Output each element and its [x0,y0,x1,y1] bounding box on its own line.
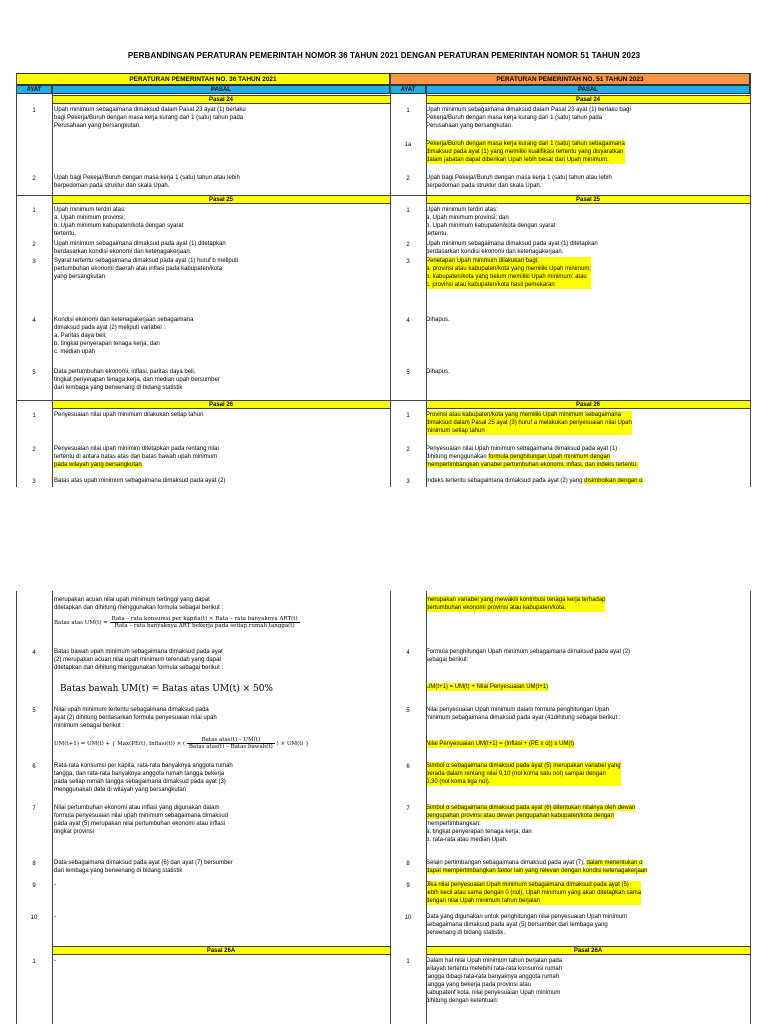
right-ayat-text-highlight: Simbol α sebagaimana dimaksud pada ayat (6) ditentukan nilainya oleh dewan pengupahan provinsi atau dewan pengupahan kabupaten/kota dengan [426,805,636,819]
right-ayat-text: Upah minimum sebagaimana dimaksud dalam Pasal 23 ayat (1) berlaku bagi Pekerja/Buruh dengan masa kerja kurang dari 1 (satu) tahun pada Perusahaan yang bersangkutan. [426,107,631,129]
left-ayat-text: - [54,914,56,920]
left-pasal-26a: Pasal 26A [52,946,390,955]
right-pasal-24: Pasal 24 [426,95,750,104]
right-ayat-number: 1 [406,413,410,419]
left-ayat-number: 1 [32,413,36,419]
right-ayat-text: Upah minimum terdiri atas: a. Upah minimum provinsi; dan b. Upah minimum kabupaten/kota dengan syarat tertentu. [426,207,556,237]
right-ayat-text [426,477,643,485]
right-ayat-number: 3 [406,479,410,485]
left-ayat-text [54,445,219,469]
left-ayat-text: Syarat tertentu sebagaimana dimaksud pada ayat (1) huruf b meliputi pertumbuhan ekonomi daerah atau inflasi pada kabupaten/kota yang bersangkutan [54,258,239,280]
left-ayat-text: Nilai upah minimum tertentu sebagaimana dimaksud pada ayat (2) dihitung berdasarkan formula penyesuaian nilai upah minimum sebagai berikut : [54,707,217,729]
right-ayat-number: 2 [406,447,410,453]
left-ayat-text: Penyesuaian nilai upah minimum dilakukan setiap tahun [54,412,204,418]
left-ayat-text: Upah minimum sebagaimana dimaksud pada ayat (1) ditetapkan berdasarkan kondisi ekonomi dan ketenagakerjaan. [54,241,226,255]
formula-denominator: Batas atas(t) – Batas bawah(t) [188,744,273,750]
right-ayat-number: 8 [406,861,410,867]
right-ayat-text [426,859,647,875]
left-header: PERATURAN PEMERINTAH NO. 36 TAHUN 2021 [16,73,390,85]
right-ayat-text-highlight: dalam menentukan α dapat mempertimbangkan faktor lain yang relevan dengan kondisi ketenagakerjaan [426,860,648,874]
left-ayat-text: Batas bawah upah minimum sebagaimana dimaksud pada ayat (2) merupakan acuan nilai upah minimum terendah yang dapat ditetapkan dan dihitung menggunakan formula sebagai berikut : [54,649,224,671]
left-ayat-number: 3 [32,259,36,265]
left-pasal-25: Pasal 25 [52,195,390,204]
left-ayat-text: Upah minimum sebagaimana dimaksud dalam Pasal 23 ayat (1) berlaku bagi Pekerja/Buruh dengan masa kerja kurang dari 1 (satu) tahun pada Perusahaan yang bersangkutan. [54,107,246,129]
left-ayat-number: 3 [32,479,36,485]
formula-numerator: Rata – rata konsumsi per kapita(t) × Rata – rata banyaknya ART(t) [111,616,298,622]
right-pasal-26: Pasal 26 [426,400,750,409]
right-ayat-number: 1 [406,108,410,114]
right-header: PERATURAN PEMERINTAH NO. 51 TAHUN 2023 [390,73,750,85]
right-ayat-text: Data yang digunakan untuk penghitungan nilai penyesuaian Upah minimum sebagaimana dimaksud pada ayat (5) bersumber dari lembaga yang berwenang di bidang statistik. [426,914,628,936]
right-ayat-number: 2 [406,176,410,182]
left-ayat-number: 1 [32,108,36,114]
left-ayat-number: 4 [32,318,36,324]
batas-bawah-formula: Batas bawah UM(t) = Batas atas UM(t) × 50% [60,684,273,694]
left-ayat-number: 4 [32,650,36,656]
formula-part-b: ) × UM(t) } [276,741,309,747]
left-ayat-text: Batas atas upah minimum sebagaimana dimaksud pada ayat (2) [54,478,226,484]
left-ayat-number: 2 [32,242,36,248]
left-ayat-number: 5 [32,708,36,714]
left-ayat-header: AYAT [16,85,52,94]
penyesuaian-formula [54,737,309,750]
right-pasal-25: Pasal 25 [426,195,750,204]
right-ayat-number: 4 [406,650,410,656]
right-ayat-text-highlight: formula penghitungan Upah minimum dengan mempertimbangkan variabel pertumbuhan ekonomi, inflasi, dan indeks tertentu. [426,454,638,468]
left-ayat-number: 2 [32,447,36,453]
right-ayat-number: 1a [404,142,412,148]
right-ayat-number: 3 [406,259,410,265]
right-ayat-number: 4 [406,318,410,324]
right-ayat-text-highlight: Jika nilai penyesuaian Upah minimum sebagaimana dimaksud pada ayat (5) lebih kecil atau sama dengan 0 (nol), Upah minimum yang akan ditetapkan sama dengan nilai Upah minimum tahun berjalan [426,882,642,904]
left-ayat-number: 1 [32,208,36,214]
formula-denominator: Rata – rata banyaknya ART bekerja pada setiap rumah tangga(t) [114,623,295,629]
left-ayat-text: Data pertumbuhan ekonomi, inflasi, paritas daya beli, tingkat penyerapan tenaga kerja, dan median upah bersumber dari lembaga yang berwenang di bidang statistik [54,369,220,391]
right-ayat-number: 9 [406,883,410,889]
right-ayat-text-highlight: Provinsi atau kabupaten/kota yang memiliki Upah minimum sebagaimana dimaksud dalam Pasal 25 ayat (3) huruf a melakukan penyesuaian nilai Upah minimum setiap tahun [426,412,632,434]
left-ayat-number: 10 [30,915,38,921]
left-ayat-number: 5 [32,370,36,376]
left-ayat-text: Nilai pertumbuhan ekonomi atau inflasi yang digunakan dalam formula penyesuaian nilai upah minimum sebagaimana dimaksud pada ayat (5) merupakan nilai pertumbuhan ekonomi atau inflasi tingkat provinsi [54,805,229,835]
left-ayat-text: - [54,882,56,888]
formula-part-a: UM(t+1) = UM(t) + { Max(PE(t), Inflasi(t)) × ( [54,741,186,747]
right-ayat-text: Dihapus. [426,369,450,375]
right-ayat-text: Dalam hal nilai Upah minimum tahun berjalan pada wilayah tertentu melebihi rata-rata konsumsi rumah tangga dibagi rata-rata banyaknya anggota rumah tangga yang bekerja pada provinsi atau kabupatenf kota, nilai penyesuaian Upah minimum dihitung dengan ketentuan: [426,958,563,1004]
right-ayat-header: AYAT [390,85,426,94]
formula-fraction [187,737,275,750]
right-ayat-text-plain: mempertimbangkan: a. tingkat penyerapan tenaga kerja; dan b. rata-rata atau median Upah. [426,821,532,843]
left-ayat-number: 9 [32,883,36,889]
left-ayat-number: 2 [32,176,36,182]
formula-lhs: Batas atas UM(t) = [54,620,108,626]
right-ayat-text-continued: merupakan variabel yang mewakili kontribusi tenaga kerja terhadap pertumbuhan ekonomi provinsi atau kabupaten/kota. [426,597,606,611]
right-pasal-header: PASAL [426,85,750,94]
right-ayat-text [426,804,635,844]
left-ayat-text-plain: Penyesuaian nilai upah minimim ditetapkan pada rentang nilai tertentu di antara batas atas dan batas bawah upah minimum [54,446,219,460]
left-pasal-26: Pasal 26 [52,400,390,409]
right-ayat-text-highlight: disimbolkan dengan α [584,478,643,484]
right-formula-um: UM(t+1) = UM(t) + Nilai Penyesuaian UM(t+1) [426,684,549,690]
right-ayat-number: 1 [406,959,410,965]
right-ayat-text-plain: Selain pertimbangan sebagaimana dimaksud pada ayat (7), [426,860,587,866]
right-ayat-text-plain: Indeks tertentu sebagaimana dimaksud pada ayat (2) yang [426,478,585,484]
left-ayat-text: Rata-rata konsumsi per kapita, rata-rata banyaknya anggota rumah tangga, dan rata-rata banyaknya anggota rumah tangga bekerja pada setiap rumah tangga sebagaimana dimaksud pada ayat (3) menggunakan data di wilayah yang bersangkutan [54,763,233,793]
right-ayat-number: 6 [406,764,410,770]
left-ayat-text-continued: merupakan acuan nilai upah minimum tertinggi yang dapat ditetapkan dan dihitung menggunakan formula sebagai berikut : [54,597,224,611]
right-ayat-text: Dihapus. [426,317,450,323]
right-ayat-number: 1 [406,208,410,214]
left-ayat-text-highlight: pada wilayah yang bersangkutan [54,462,142,468]
right-pasal-26a: Pasal 26A [426,946,750,955]
right-ayat-text-plain: Penyesuaian nilai Upah minimum sebagaimana dimaksud pada ayat (1) dihitung menggunakan [426,446,618,460]
left-ayat-number: 7 [32,806,36,812]
right-ayat-text-highlight: Penetapan Upah minimum dilakukan bagi: a. provinsi atau kabupaten/kota yang memiliki Upah minimum; b. kabupaten/kota yang belum memiliki Upah minimum; atau c. provinsi atau kabupaten/kota hasil pemekaran [426,258,592,288]
left-ayat-number: 6 [32,764,36,770]
left-pasal-24: Pasal 24 [52,95,390,104]
right-ayat-number: 5 [406,370,410,376]
right-ayat-text-highlight: Pekerja/Buruh dengan masa kerja kurang dari 1 (satu) tahun sebagaimana dimaksud pada ayat (1) yang memiliki kualifikasi tertentu yang disyaratkan dalam jabatan dapat diberikan Upah lebih besar dari Upah minimum. [426,141,625,163]
right-formula-penyesuaian: Nilai Penyesuaian UM(t+1) = (Inflasi + (PE x α)) x UM(t) [426,741,575,747]
formula-fraction [110,616,300,629]
formula-numerator: Batas atas(t) – UM(t) [187,737,275,744]
right-ayat-text: Nilai penyesuaian Upah minimum dalam formula penghitungan Upah minimum sebagaimana dimaksud pada ayat (41dihitung sebagai berikut : [426,707,621,721]
right-ayat-number: 7 [406,806,410,812]
left-ayat-text: Data sebagaimana dimaksud pada ayat (6) dan ayat (7) bersumber dari lembaga yang berwenang di bidang statistik [54,860,233,874]
left-ayat-number: 1 [32,959,36,965]
left-ayat-text: Upah bagi Pekeja//Buruh dengan masa kerja 1 (satu) tahun atau lebih berpedoman pada struktur dan skala Upah. [54,175,240,189]
right-ayat-number: 5 [406,708,410,714]
right-ayat-number: 2 [406,242,410,248]
right-ayat-text [426,445,638,469]
right-ayat-text: Upah bagi Pekeja//Buruh dengan masa kerja 1 (satu) tahun atau lebih berpedoman pada struktur dan skala Upah. [426,175,612,189]
left-pasal-header: PASAL [52,85,390,94]
batas-atas-formula [54,616,300,629]
right-ayat-number: 10 [404,915,412,921]
right-ayat-text: Upah minimum sebagaimana dimaksud pada ayat (1) ditetapkan berdasarkan kondisi ekonomi dan ketenagakerjaan. [426,241,598,255]
left-ayat-number: 8 [32,861,36,867]
page-title: PERBANDINGAN PERATURAN PEMERINTAH NOMOR 36 TAHUN 2021 DENGAN PERATURAN PEMERINTAH NOMOR 51 TAHUN 2023 [127,51,641,60]
right-ayat-text-highlight: Simbol α sebagaimana dimaksud pada ayat (5) merupakan variabel yang berada dalam rentang nilai 0,10 (nol koma satu nol) sampai dengan 0,30 (nol koma tiga nol). [426,763,621,785]
left-ayat-text: - [54,958,56,964]
left-ayat-text: Kondisi ekonomi dan ketenagakerjaan sebagaimana dimaksud pada ayat (2) meliputi variabel : a. Paritas daya beli; b. tingkat penyerapan tenaga kerja; dan c. median upah [54,317,194,355]
left-ayat-text: Upah minimum terdiri atas: a. Upah minimum provinsi; b. Upah minimum kabupaten/kota dengan syarat tertentu. [54,207,184,237]
right-ayat-text: Formula penghitungan Upah minimum sebagaimana dimaksud pada ayat (2) sebagai berikut: [426,649,631,663]
